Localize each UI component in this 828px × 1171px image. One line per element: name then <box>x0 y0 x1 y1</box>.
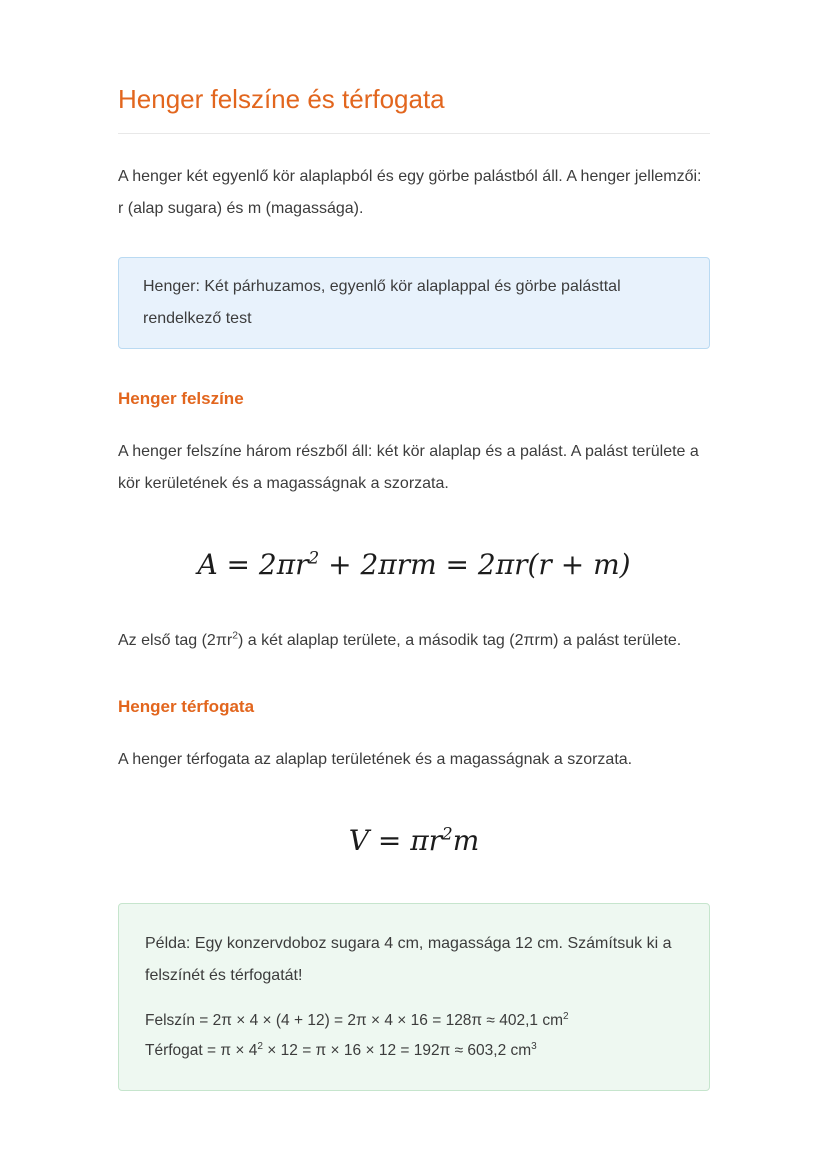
definition-text: Henger: Két párhuzamos, egyenlő kör alaplappal és görbe palásttal rendelkező test <box>143 278 621 327</box>
example-volume-calculation: Térfogat = $\pi \times 4^2 \times 12 = \pi \times 16 \times 12 = 192\pi \approx 603,2$ $cm^3$ <box>145 1041 537 1060</box>
volume-formula: $V = \pi r^2m$ <box>348 823 480 857</box>
surface-heading: Henger felszíne <box>118 389 244 408</box>
example-intro-text: Példa: Egy konzervdoboz sugara 4 cm, magassága 12 cm. Számítsuk ki a felszínét és térfogatát! <box>145 935 672 984</box>
definition-box <box>118 257 710 349</box>
surface-description: A henger felszíne három részből áll: két kör alaplap és a palást. A palást területe a kör kerületének és a magasságnak a szorzata. <box>118 443 699 492</box>
example-surface-calculation: Felszín = 2π × 4 × (4 + 12) = 2π × 4 × 16 = 128π ≈ 402,1 $cm^2$ <box>145 1010 569 1029</box>
example-box <box>118 903 710 1091</box>
surface-area-formula: $A = 2\pi r^2 + 2\pi rm = 2\pi r(r + m)$ <box>197 547 631 581</box>
surface-explanation: Az első tag $(2\pi r^2)$ a két alaplap területe, a második tag (2πrm) a palást területe. <box>118 630 682 649</box>
volume-heading: Henger térfogata <box>118 697 255 716</box>
volume-description: A henger térfogata az alaplap területének és a magasságnak a szorzata. <box>118 751 633 768</box>
intro-paragraph: A henger két egyenlő kör alaplapból és egy görbe palástból áll. A henger jellemzői: r (alap sugara) és m (magassága). <box>118 168 702 217</box>
page-title: Henger felszíne és térfogata <box>118 84 710 134</box>
